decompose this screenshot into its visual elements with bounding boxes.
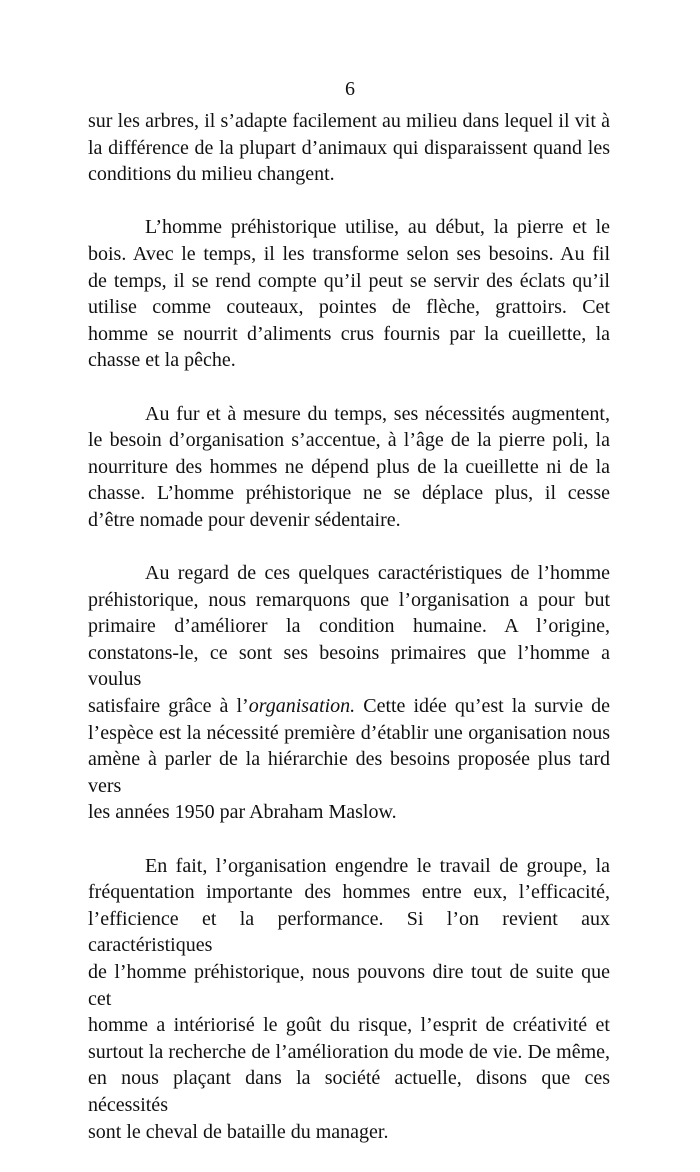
text-line: chasse. L’homme préhistorique ne se déplace plus, il cesse — [88, 482, 610, 505]
text-line: L’homme préhistorique utilise, au début, la pierre et le — [145, 216, 610, 239]
text-line: surtout la recherche de l’amélioration du mode de vie. De même, — [88, 1040, 610, 1063]
text-line: bois. Avec le temps, il les transforme selon ses besoins. Au fil — [88, 242, 610, 265]
text-line-with-italic — [88, 693, 610, 720]
text-line: amène à parler de la hiérarchie des besoins proposée plus tard vers — [88, 748, 610, 797]
text-line: primaire d’améliorer la condition humaine. A l’origine, — [88, 615, 610, 638]
text-line: sur les arbres, il s’adapte facilement au milieu dans lequel il vit à — [88, 110, 610, 132]
paragraph-5 — [88, 853, 610, 1146]
text-fragment: Cette idée qu’est la survie de — [355, 695, 610, 718]
text-line: le besoin d’organisation s’accentue, à l’âge de la pierre poli, la — [88, 429, 610, 452]
text-line: la différence de la plupart d’animaux qui disparaissent quand les — [88, 136, 610, 159]
paragraph-4 — [88, 560, 610, 826]
text-line: les années 1950 par Abraham Maslow. — [88, 801, 397, 824]
text-line: préhistorique, nous remarquons que l’organisation a pour but — [88, 588, 610, 611]
text-line: En fait, l’organisation engendre le travail de groupe, la — [145, 854, 610, 877]
paragraph-1 — [88, 108, 610, 188]
text-line: conditions du milieu changent. — [88, 163, 335, 186]
body-text — [88, 108, 610, 1172]
italic-term: organisation. — [248, 695, 356, 718]
text-line: homme se nourrit d’aliments crus fournis par la cueillette, la — [88, 322, 610, 345]
text-line: de l’homme préhistorique, nous pouvons dire tout de suite que cet — [88, 961, 610, 1010]
paragraph-3 — [88, 401, 610, 534]
text-line: fréquentation importante des hommes entre eux, l’efficacité, — [88, 881, 610, 904]
page-number: 6 — [345, 78, 355, 100]
text-line: d’être nomade pour devenir sédentaire. — [88, 508, 401, 531]
text-line: homme a intériorisé le goût du risque, l’esprit de créativité et — [88, 1014, 610, 1037]
text-line: de temps, il se rend compte qu’il peut se servir des éclats qu’il — [88, 269, 610, 292]
text-line: sont le cheval de bataille du manager. — [88, 1120, 389, 1143]
text-line: chasse et la pêche. — [88, 349, 236, 372]
text-line: Au fur et à mesure du temps, ses nécessités augmentent, — [145, 402, 610, 425]
text-line: Au regard de ces quelques caractéristiques de l’homme — [145, 562, 610, 585]
text-fragment: satisfaire grâce à l’ — [88, 695, 249, 718]
text-line: utilise comme couteaux, pointes de flèche, grattoirs. Cet — [88, 296, 610, 319]
text-line: l’espèce est la nécessité première d’établir une organisation nous — [88, 721, 610, 744]
paragraph-2 — [88, 214, 610, 374]
text-line: nourriture des hommes ne dépend plus de la cueillette ni de la — [88, 455, 610, 478]
text-line: l’efficience et la performance. Si l’on revient aux caractéristiques — [88, 907, 610, 957]
text-line: en nous plaçant dans la société actuelle, disons que ces nécessités — [88, 1067, 610, 1116]
text-line: constatons-le, ce sont ses besoins primaires que l’homme a voulus — [88, 641, 610, 691]
